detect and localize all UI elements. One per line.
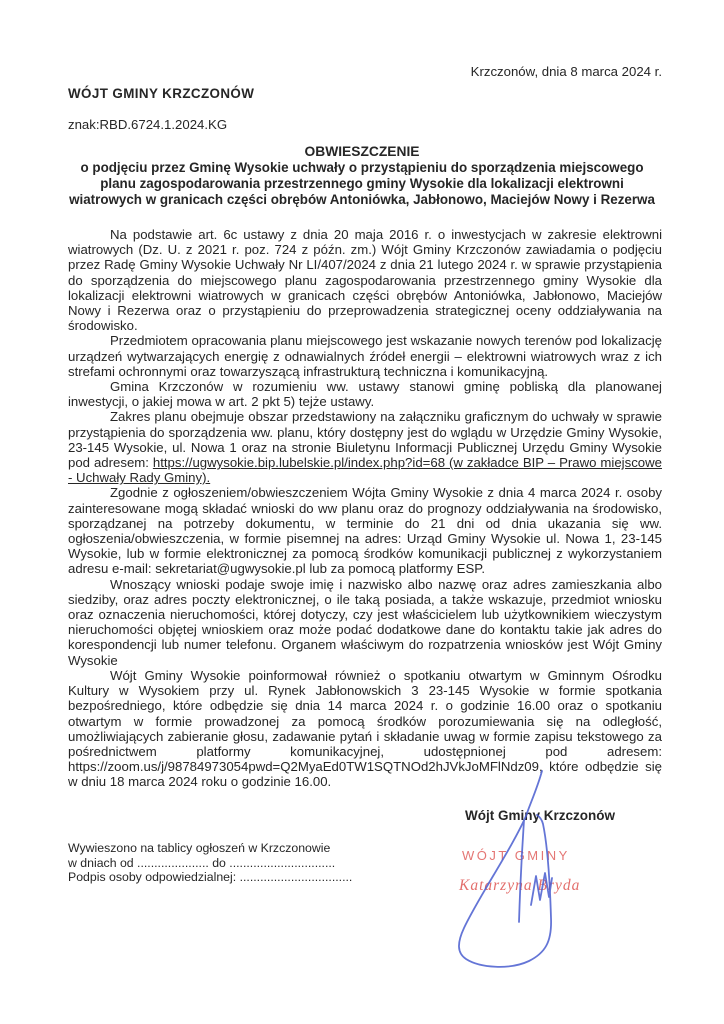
document-title: OBWIESZCZENIE: [304, 144, 420, 159]
posting-note-line-2: w dniach od ..................... do ...............................: [68, 855, 336, 870]
title-block: [62, 144, 662, 208]
paragraph-plan-scope: [68, 409, 662, 485]
posting-note-line-1: Wywieszono na tablicy ogłoszeń w Krzczonowie: [68, 841, 331, 855]
bip-url-link[interactable]: https://ugwysokie.bip.lubelskie.pl/index.php?id=68: [152, 455, 446, 471]
plan-scope-text: Zakres planu obejmuje obszar przedstawiony na załączniku graficznym do uchwały w sprawie przystąpienia do sporządzenia ww. planu, który dostępny jest do wglądu w Urzędzie Gminy Wysokie, 23-145 Wysokie, ul. Nowa 1 oraz na stronie Biuletynu Informacji Publicznej Urzędu Gminy Wysokie pod adresem:: [68, 409, 662, 471]
document-subtitle: o podjęciu przez Gminę Wysokie uchwały o przystąpieniu do sporządzenia miejscowego planu zagospodarowania przestrzennego gminy Wysokie dla lokalizacji elektrowni wiatrowych w granicach części obrębów Antoniówka, Jabłonowo, Maciejów Nowy i Rezerwa: [69, 160, 655, 207]
bip-link-note: (w zakładce BIP – Prawo miejscowe - Uchwały Rady Gminy).: [68, 455, 662, 486]
signatory-title: Wójt Gminy Krzczonów: [465, 808, 615, 823]
paragraph-plan-subject: Przedmiotem opracowania planu miejscowego jest wskazanie nowych terenów pod lokalizację urządzeń wytwarzających energię z odnawialnych źródeł energii – elektrowni wiatrowych wraz z ich strefami ochronnymi oraz towarzyszącą infrastrukturą techniczna i komunikacyjną.: [68, 333, 662, 379]
paragraph-submission-requirements: Wnoszący wnioski podaje swoje imię i nazwisko albo nazwę oraz adres zamieszkania albo siedziby, oraz adres poczty elektronicznej, o ile taką posiada, a także wskazuje, przedmiot wniosku oraz oznaczenia nieruchomości, której dotyczy, czy jest właścicielem lub użytkownikiem wieczystym nieruchomości objętej wnioskiem oraz może podać dodatkowe dane do kontaktu takie jak adres do korespondencji lub numer telefonu. Organem właściwym do rozpatrzenia wniosków jest Wójt Gminy Wysokie: [68, 576, 662, 668]
paragraph-submission-info: Zgodnie z ogłoszeniem/obwieszczeniem Wójta Gminy Wysokie z dnia 4 marca 2024 r. osoby zainteresowane mogą składać wnioski do ww planu oraz do prognozy oddziaływania na środowisko, sporządzanej na potrzeby dokumentu, w terminie do 21 dni od dnia ukazania się ww. ogłoszenia/obwieszczenia, w formie pisemnej na adres: Urząd Gminy Wysokie ul. Nowa 1, 23-145 Wysokie, lub w formie elektronicznej za pomocą środków komunikacji publicznej z wykorzystaniem adresu e-mail: sekretariat@ugwysokie.pl lub za pomocą platformy ESP.: [68, 485, 662, 577]
stamp-name-text: Katarzyna Bryda: [459, 877, 581, 894]
paragraph-gmina-status: Gmina Krzczonów w rozumieniu ww. ustawy stanowi gminę pobliską dla planowanej inwestycji, o jakiej mowa w art. 2 pkt 5) tejże ustawy.: [68, 379, 662, 410]
stamp-role-text: WÓJT GMINY: [462, 848, 570, 863]
signature-middle-stroke: [519, 820, 524, 922]
posting-note: [68, 841, 352, 885]
posting-note-line-3: Podpis osoby odpowiedzialnej: .................................: [68, 870, 353, 885]
reference-number: znak:RBD.6724.1.2024.KG: [68, 117, 228, 132]
issuer-name: WÓJT GMINY KRZCZONÓW: [68, 86, 255, 101]
date-line: Krzczonów, dnia 8 marca 2024 r.: [470, 64, 662, 79]
paragraph-meetings-info: Wójt Gminy Wysokie poinformował również o spotkaniu otwartym w Gminnym Ośrodku Kultury w Wysokiem przy ul. Rynek Jabłonowskich 3 23-145 Wysokie w formie spotkania bezpośredniego, które odbędzie się dnia 14 marca 2024 r. o godzinie 16.00 oraz o spotkaniu otwartym w formie prowadzonej za pomocą środków porozumiewania się na odległość, umożliwiających zabieranie głosu, zadawanie pytań i składanie uwag w formie zapisu tekstowego za pośrednictwem platformy komunikacyjnej, udostępnionej pod adresem: https://zoom.us/j/98784973054pwd=Q2MyaEd0TW1SQTNOd2hJVkJoMFlNdz09, które odbędzie się w dniu 18 marca 2024 roku o godzinie 16.00.: [68, 667, 662, 790]
paragraph-legal-basis: Na podstawie art. 6c ustawy z dnia 20 maja 2016 r. o inwestycjach w zakresie elektrowni wiatrowych (Dz. U. z 2021 r. poz. 724 z późn. zm.) Wójt Gminy Krzczonów zawiadamia o podjęciu przez Radę Gminy Wysokie Uchwały Nr LI/407/2024 z dnia 21 lutego 2024 r. w sprawie przystąpienia do sporządzenia do miejscowego planu zagospodarowania przestrzennego gminy Wysokie dla lokalizacji elektrowni wiatrowych w granicach części obrębów Antoniówka, Jabłonowo, Maciejów Nowy i Rezerwa oraz o przystąpieniu do przeprowadzenia strategicznej oceny oddziaływania na środowisko.: [68, 227, 662, 334]
body-text: [68, 227, 662, 790]
